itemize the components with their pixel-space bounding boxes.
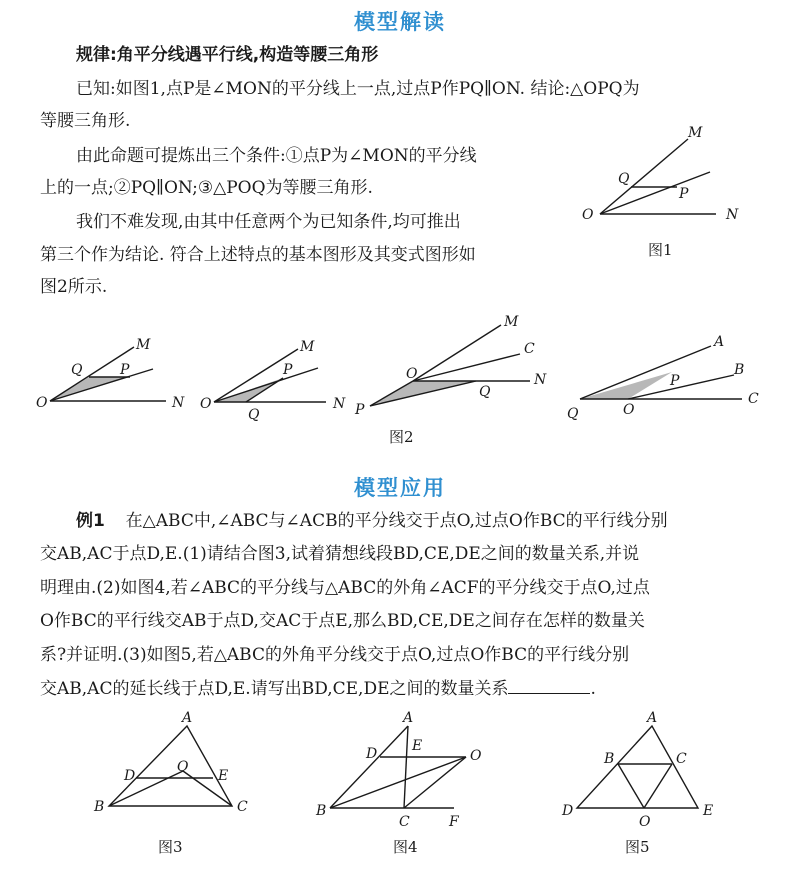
rule-text: 规律:角平分线遇平行线,构造等腰三角形 — [76, 45, 379, 65]
example-line: 明理由.(2)如图4,若∠ABC的平分线与△ABC的外角∠ACF的平分线交于点O,过点 — [40, 578, 650, 598]
paragraph-line: 上的一点;②PQ∥ON;③△POQ为等腰三角形. — [40, 178, 373, 198]
point-label: C — [748, 391, 759, 407]
paragraph-line: 已知:如图1,点P是∠MON的平分线上一点,过点P作PQ∥ON. 结论:△OPQ为 — [76, 79, 640, 99]
point-label: P — [120, 362, 130, 378]
point-label: Q — [248, 407, 260, 423]
figure-4 — [330, 726, 466, 808]
triangle-abc — [109, 726, 232, 806]
figure-1-caption: 图1 — [648, 241, 673, 259]
point-label: P — [355, 402, 365, 418]
point-label: M — [136, 337, 151, 353]
point-label: C — [524, 341, 535, 357]
point-label: E — [703, 803, 714, 819]
point-label: M — [504, 314, 519, 330]
figure-3-caption: 图3 — [158, 838, 183, 856]
period: . — [590, 679, 596, 699]
point-label: C — [399, 814, 410, 830]
point-label: Q — [479, 384, 491, 400]
point-label: O — [623, 402, 635, 418]
ray-om — [600, 139, 688, 214]
point-label: O — [582, 207, 594, 223]
figure-5 — [577, 726, 698, 808]
point-label: P — [670, 373, 680, 389]
point-label: D — [562, 803, 574, 819]
point-label: O — [470, 748, 482, 764]
point-label: A — [403, 710, 414, 726]
section-title-model-interpretation: 模型解读 — [354, 10, 446, 34]
point-label: M — [300, 339, 315, 355]
example-line: 系?并证明.(3)如图5,若△ABC的外角平分线交于点O,过点O作BC的平行线分别 — [40, 645, 630, 665]
point-label: P — [283, 362, 293, 378]
figure-2a — [50, 347, 166, 401]
paragraph-line: 等腰三角形. — [40, 111, 131, 131]
point-label: E — [412, 738, 423, 754]
point-label: P — [679, 186, 689, 202]
point-label: Q — [567, 406, 579, 422]
point-label: C — [237, 799, 248, 815]
point-label: A — [182, 710, 193, 726]
point-label: Q — [71, 362, 83, 378]
point-label: N — [726, 207, 739, 223]
point-label: F — [449, 814, 459, 830]
figure-2b — [214, 349, 326, 402]
figure-2c — [370, 325, 530, 406]
point-label: C — [676, 751, 687, 767]
segment-bo — [618, 764, 644, 808]
point-label: B — [604, 751, 615, 767]
figure-2-caption: 图2 — [389, 428, 414, 446]
paragraph-line: 我们不难发现,由其中任意两个为已知条件,均可推出 — [76, 212, 461, 232]
paragraph-line: 第三个作为结论. 符合上述特点的基本图形及其变式图形如 — [40, 245, 476, 265]
point-label: B — [734, 362, 745, 378]
point-label: D — [366, 746, 378, 762]
side-ac — [404, 726, 408, 808]
segment-bo — [330, 757, 466, 808]
point-label: O — [639, 814, 651, 830]
point-label: M — [688, 125, 703, 141]
paragraph-line: 图2所示. — [40, 277, 108, 297]
figure-2d — [580, 346, 745, 399]
example-line: O作BC的平行线交AB于点D,交AC于点E,那么BD,CE,DE之间存在怎样的数量关 — [40, 611, 645, 631]
segment-co — [644, 764, 672, 808]
point-label: O — [406, 366, 418, 382]
point-label: N — [534, 372, 547, 388]
point-label: N — [172, 395, 185, 411]
section-title-model-application: 模型应用 — [354, 476, 446, 500]
example-text: 交AB,AC的延长线于点D,E.请写出BD,CE,DE之间的数量关系 — [40, 679, 509, 699]
point-label: O — [177, 759, 189, 775]
figure-4-caption: 图4 — [393, 838, 418, 856]
paragraph-line: 由此命题可提炼出三个条件:①点P为∠MON的平分线 — [76, 146, 477, 166]
example-line: 交AB,AC于点D,E.(1)请结合图3,试着猜想线段BD,CE,DE之间的数量关系,并说 — [40, 544, 640, 564]
ray-op — [600, 172, 710, 214]
point-label: N — [333, 396, 346, 412]
point-label: O — [36, 395, 48, 411]
point-label: B — [94, 799, 105, 815]
bisector-b — [109, 771, 183, 806]
segment-co — [404, 757, 466, 808]
point-label: E — [218, 768, 229, 784]
point-label: B — [316, 803, 327, 819]
example-text: 在△ABC中,∠ABC与∠ACB的平分线交于点O,过点O作BC的平行线分别 — [125, 511, 668, 531]
point-label: O — [200, 396, 212, 412]
figure-5-caption: 图5 — [625, 838, 650, 856]
shaded-triangle — [580, 372, 672, 399]
example-label: 例1 — [76, 511, 105, 531]
side-ab — [330, 726, 408, 808]
figure-3 — [109, 726, 232, 806]
point-label: A — [647, 710, 658, 726]
point-label: Q — [618, 171, 630, 187]
point-label: D — [124, 768, 136, 784]
point-label: A — [714, 334, 725, 350]
